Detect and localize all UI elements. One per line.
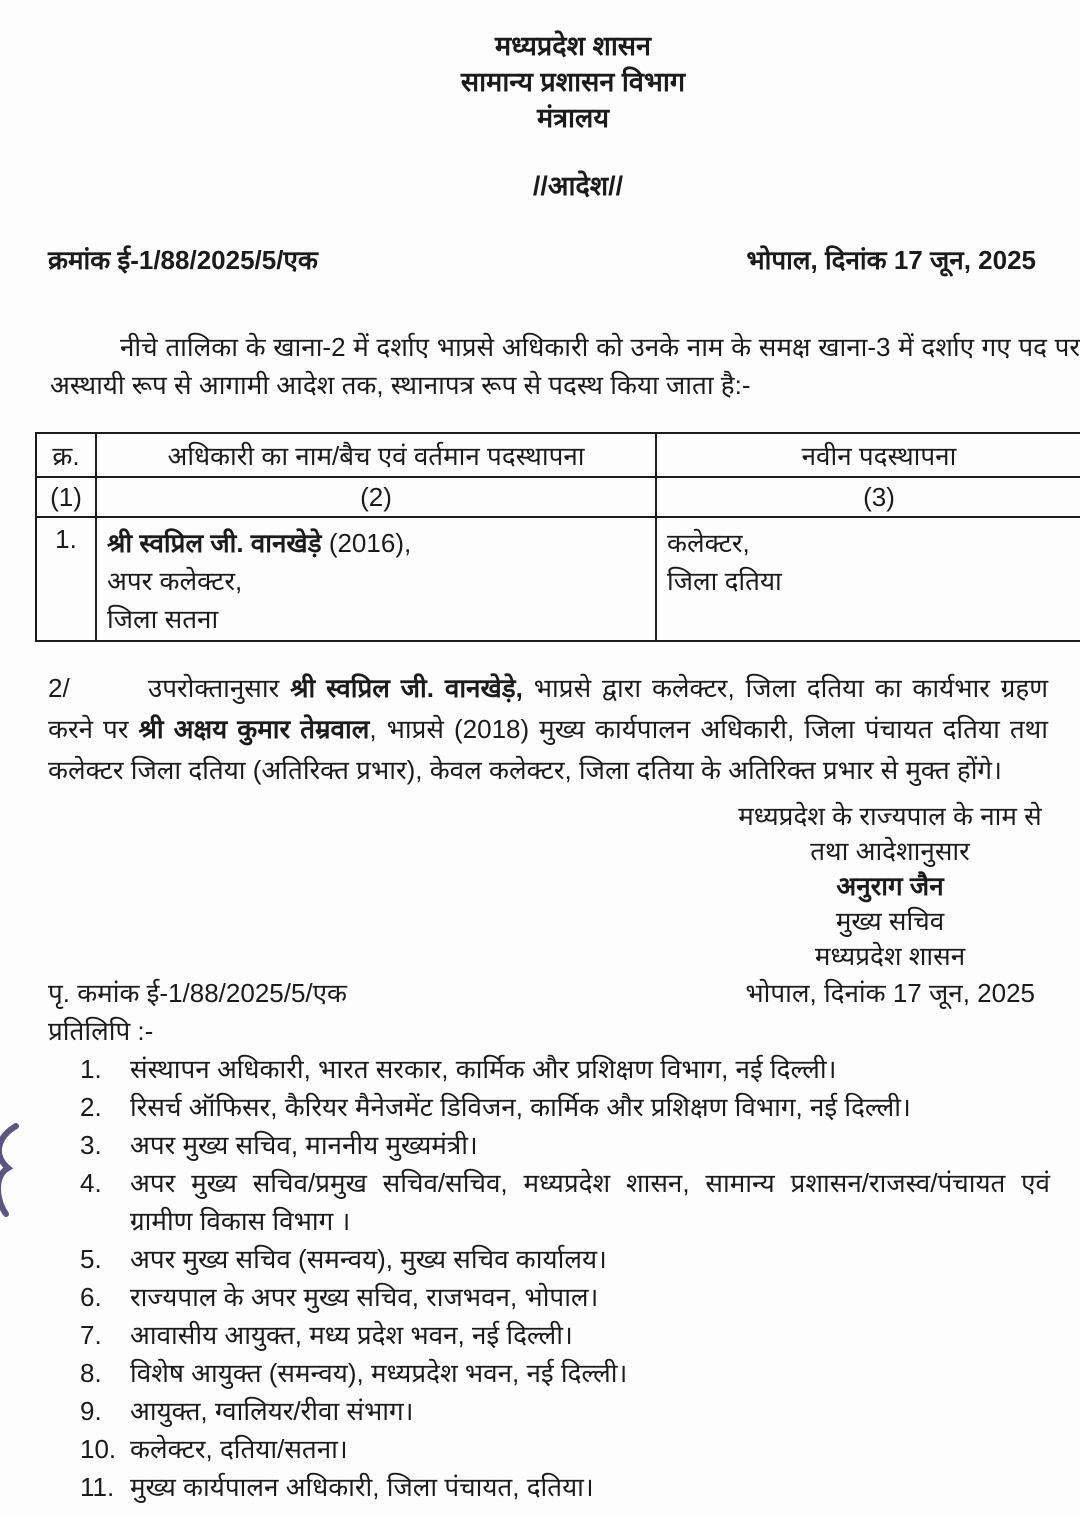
table-subheader-row bbox=[36, 477, 1080, 517]
item-number: 7. bbox=[80, 1320, 102, 1350]
subheader-2: (2) bbox=[96, 477, 656, 517]
new-district: जिला दतिया bbox=[667, 566, 782, 596]
row-new-posting-cell bbox=[656, 517, 1080, 641]
table-header-row bbox=[36, 433, 1080, 477]
item-number: 6. bbox=[80, 1282, 102, 1312]
item-number: 3. bbox=[80, 1130, 102, 1160]
copy-distribution-list bbox=[0, 1050, 1080, 1506]
officer-current-post: अपर कलेक्टर, bbox=[107, 566, 243, 596]
order-paragraph-2 bbox=[48, 668, 1048, 791]
order-title: //आदेश// bbox=[532, 171, 624, 201]
subheader-3: (3) bbox=[656, 477, 1080, 517]
para2-text-1: उपरोक्तानुसार bbox=[148, 673, 291, 703]
list-item bbox=[80, 1468, 1050, 1506]
endorsement-row bbox=[0, 974, 1080, 1012]
list-item bbox=[80, 1278, 1050, 1316]
item-number: 11. bbox=[80, 1472, 115, 1502]
signature-block bbox=[700, 799, 1080, 974]
item-text: रिसर्च ऑफिसर, कैरियर मैनेजमेंट डिविजन, कार्मिक और प्रशिक्षण विभाग, नई दिल्ली। bbox=[130, 1092, 911, 1122]
signature-byorder-line: तथा आदेशानुसार bbox=[810, 836, 970, 866]
item-number: 2. bbox=[80, 1092, 102, 1122]
signatory-org: मध्यप्रदेश शासन bbox=[814, 941, 966, 971]
officer-1-name: श्री स्वप्रिल जी. वानखेड़े, bbox=[290, 673, 523, 703]
item-number: 1. bbox=[80, 1054, 102, 1084]
officer-name: श्री स्वप्रिल जी. वानखेड़े bbox=[107, 528, 322, 558]
list-item bbox=[80, 1164, 1050, 1240]
signatory-name: अनुराग जैन bbox=[836, 871, 944, 901]
header-serial: क्र. bbox=[36, 433, 96, 477]
list-item bbox=[80, 1050, 1050, 1088]
document-header bbox=[66, 28, 1080, 136]
item-number: 5. bbox=[80, 1244, 102, 1274]
officer-2-name: श्री अक्षय कुमार तेम्रवाल bbox=[138, 714, 370, 744]
paragraph-number: 2/ bbox=[48, 673, 70, 703]
officer-batch: (2016), bbox=[321, 528, 412, 558]
item-number: 4. bbox=[80, 1168, 102, 1198]
blue-ink-mark bbox=[0, 1122, 24, 1218]
officer-current-district: जिला सतना bbox=[107, 604, 219, 634]
list-item bbox=[80, 1088, 1050, 1126]
list-item bbox=[80, 1240, 1050, 1278]
list-item bbox=[80, 1126, 1050, 1164]
item-text: अपर मुख्य सचिव, माननीय मुख्यमंत्री। bbox=[130, 1130, 478, 1160]
item-text: कलेक्टर, दतिया/सतना। bbox=[130, 1434, 348, 1464]
para2-text-2: भाप्रसे द्वारा कलेक्टर, जिला दतिया का कार्यभार ग्रहण करने पर bbox=[48, 673, 1048, 744]
copy-to-label: प्रतिलिपि :- bbox=[48, 1016, 154, 1046]
order-number: क्रमांक ई-1/88/2025/5/एक bbox=[48, 245, 318, 275]
list-item bbox=[80, 1316, 1050, 1354]
signatory-title: मुख्य सचिव bbox=[835, 906, 945, 936]
item-number: 10. bbox=[80, 1434, 117, 1464]
item-text: मुख्य कार्यपालन अधिकारी, जिला पंचायत, दतिया। bbox=[130, 1472, 594, 1502]
reference-row bbox=[0, 242, 1080, 278]
place-date: भोपाल, दिनांक 17 जून, 2025 bbox=[746, 245, 1036, 275]
header-officer: अधिकारी का नाम/बैच एवं वर्तमान पदस्थापना bbox=[96, 433, 656, 477]
item-text: अपर मुख्य सचिव (समन्वय), मुख्य सचिव कार्यालय। bbox=[130, 1244, 607, 1274]
government-name: मध्यप्रदेश शासन bbox=[494, 31, 652, 61]
subheader-1: (1) bbox=[36, 477, 96, 517]
item-number: 8. bbox=[80, 1358, 102, 1388]
row-serial: 1. bbox=[36, 517, 96, 641]
list-item bbox=[80, 1354, 1050, 1392]
item-text: आयुक्त, ग्वालियर/रीवा संभाग। bbox=[130, 1396, 414, 1426]
header-new-posting: नवीन पदस्थापना bbox=[656, 433, 1080, 477]
item-text: संस्थापन अधिकारी, भारत सरकार, कार्मिक और प्रशिक्षण विभाग, नई दिल्ली। bbox=[130, 1054, 837, 1084]
posting-table bbox=[35, 432, 1080, 642]
item-text: अपर मुख्य सचिव/प्रमुख सचिव/सचिव, मध्यप्रदेश शासन, सामान्य प्रशासन/राजस्व/पंचायत एवं ग्रामीण विकास विभाग । bbox=[130, 1168, 1050, 1236]
list-item bbox=[80, 1392, 1050, 1430]
row-officer-cell bbox=[96, 517, 656, 641]
new-post: कलेक्टर, bbox=[667, 528, 750, 558]
item-text: विशेष आयुक्त (समन्वय), मध्यप्रदेश भवन, नई दिल्ली। bbox=[130, 1358, 628, 1388]
list-item bbox=[80, 1430, 1050, 1468]
officer-name-line bbox=[107, 524, 645, 562]
department-name: सामान्य प्रशासन विभाग bbox=[460, 67, 686, 97]
table-row bbox=[36, 517, 1080, 641]
para2-text-3: , भाप्रसे (2018) मुख्य कार्यपालन अधिकारी, जिला पंचायत दतिया तथा कलेक्टर जिला दतिया (अतिरिक्त प्रभार), केवल कलेक्टर, जिला दतिया के अतिरिक्त प्रभार से मुक्त होंगे। bbox=[48, 714, 1048, 785]
ministry-name: मंत्रालय bbox=[536, 103, 609, 133]
order-paragraph-1: नीचे तालिका के खाना-2 में दर्शाए भाप्रसे अधिकारी को उनके नाम के समक्ष खाना-3 में दर्शाए गए पद पर अस्थायी रूप से आगामी आदेश तक, स्थानापत्र रूप से पदस्थ किया जाता है:- bbox=[50, 332, 1080, 400]
item-text: राज्यपाल के अपर मुख्य सचिव, राजभवन, भोपाल। bbox=[130, 1282, 599, 1312]
item-text: आवासीय आयुक्त, मध्य प्रदेश भवन, नई दिल्ली। bbox=[130, 1320, 573, 1350]
signature-authority-line: मध्यप्रदेश के राज्यपाल के नाम से bbox=[738, 801, 1042, 831]
item-number: 9. bbox=[80, 1396, 102, 1426]
endorsement-number: पृ. कमांक ई-1/88/2025/5/एक bbox=[48, 978, 348, 1008]
endorsement-place-date: भोपाल, दिनांक 17 जून, 2025 bbox=[745, 978, 1035, 1008]
